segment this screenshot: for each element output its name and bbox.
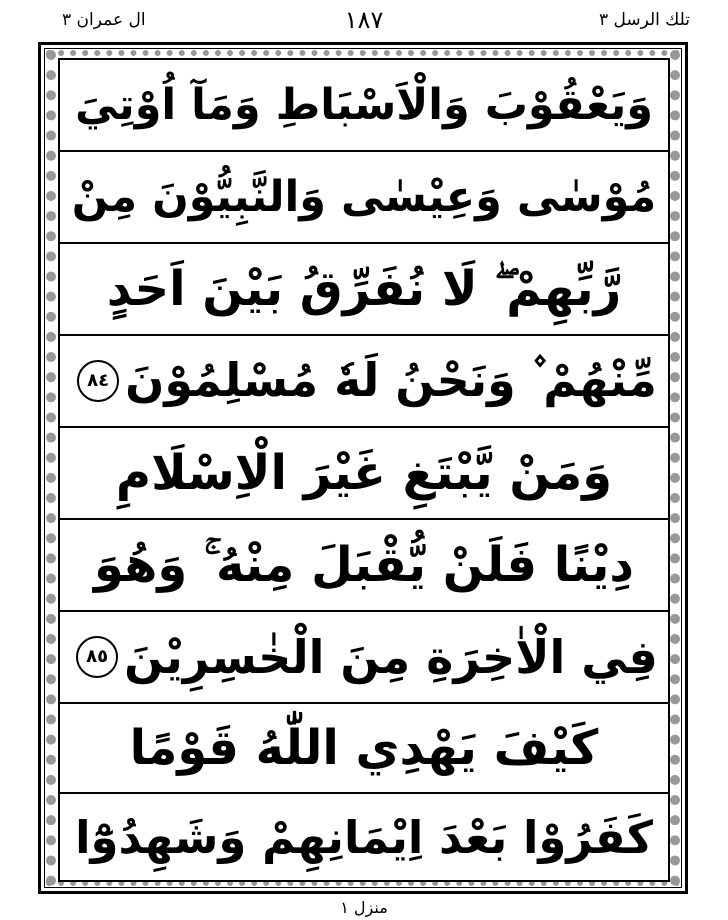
text-line-2 — [60, 152, 668, 244]
surah-name: ال عمران ٣ — [62, 10, 146, 30]
line-text: مِّنْهُمْ ۫ وَنَحْنُ لَهٗ مُسْلِمُوْنَ — [125, 353, 657, 407]
page-number: ١٨٧ — [344, 6, 384, 34]
line-text: مُوْسٰى وَعِيْسٰى وَالنَّبِيُّوْنَ مِنْ — [71, 172, 657, 222]
text-line-7 — [60, 612, 668, 704]
text-line-6 — [60, 520, 668, 612]
manzil-label: منزل ١ — [340, 898, 388, 917]
line-text: رَّبِّهِمْ ۖ لَا نُفَرِّقُ بَيْنَ اَحَدٍ — [106, 260, 622, 317]
text-line-3 — [60, 244, 668, 336]
line-text: كَفَرُوْا بَعْدَ اِيْمَانِهِمْ وَشَهِدُوْٓا — [75, 810, 653, 864]
line-text: وَمَنْ يَّبْتَغِ غَيْرَ الْاِسْلَامِ — [115, 445, 613, 501]
line-text: فِي الْاٰخِرَةِ مِنَ الْخٰسِرِيْنَ — [124, 630, 658, 684]
text-line-4 — [60, 336, 668, 428]
text-line-5 — [60, 428, 668, 520]
line-text: وَيَعْقُوْبَ وَالْاَسْبَاطِ وَمَآ اُوْتِيَ — [75, 80, 653, 130]
verse-number-marker: ٨٤ — [77, 360, 119, 402]
line-text: دِيْنًا فَلَنْ يُّقْبَلَ مِنْهُ ۚ وَهُوَ — [94, 536, 634, 593]
verse-number-marker: ٨٥ — [76, 636, 118, 678]
line-text: كَيْفَ يَهْدِي اللّٰهُ قَوْمًا — [129, 720, 599, 776]
juz-name: تلك الرسل ٣ — [598, 10, 690, 30]
text-line-8 — [60, 704, 668, 794]
text-panel — [58, 58, 670, 882]
text-line-1 — [60, 60, 668, 152]
page-header — [0, 0, 728, 38]
text-line-9 — [60, 794, 668, 880]
